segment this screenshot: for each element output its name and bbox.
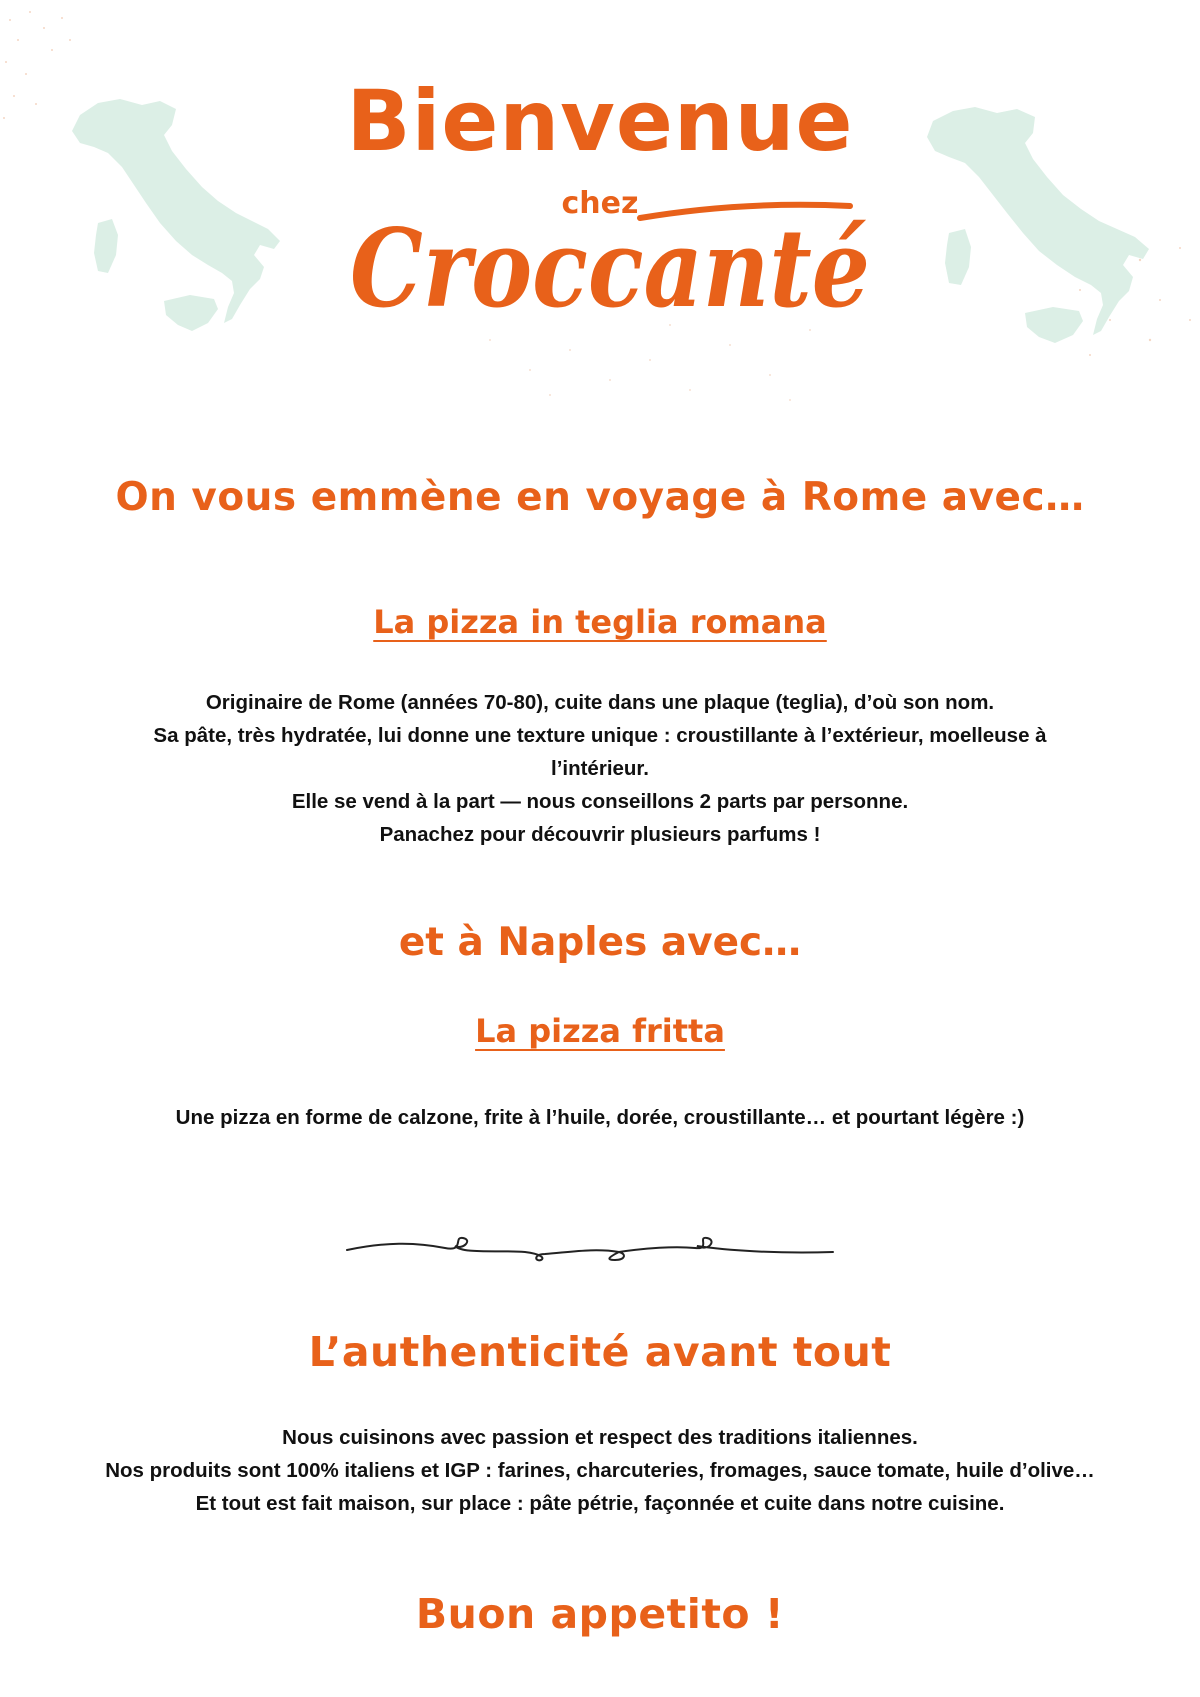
fritta-description [40,1101,1160,1134]
sicily-shape [1025,307,1083,343]
sicily-shape [164,295,218,331]
swirl-divider-icon [345,1228,835,1268]
authenticity-line: Nous cuisinons avec passion et respect des traditions italiennes. [282,1426,918,1449]
authenticity-line: Nos produits sont 100% italiens et IGP : farines, charcuteries, fromages, sauce tomate, huile d’olive… [105,1459,1095,1482]
brand-logo [340,178,880,358]
naples-heading: et à Naples avec… [398,920,802,965]
authenticity-heading: L’authenticité avant tout [308,1328,892,1376]
closing-heading: Buon appetito ! [415,1590,785,1638]
teglia-line: Elle se vend à la part — nous conseillons 2 parts par personne. [291,790,909,813]
rome-heading: On vous emmène en voyage à Rome avec… [115,475,1085,520]
teglia-line: l’intérieur. [551,757,649,780]
sardinia-shape [94,219,118,273]
brand-name: Croccanté [350,206,870,332]
teglia-subheading-text: La pizza in teglia romana [373,603,827,641]
swirl-divider-line [347,1238,833,1261]
authenticity-description [40,1421,1160,1520]
teglia-line: Originaire de Rome (années 70-80), cuite dans une plaque (teglia), d’où son nom. [205,691,995,714]
fritta-line: Une pizza en forme de calzone, frite à l’huile, dorée, croustillante… et pourtant légère :) [175,1106,1025,1129]
authenticity-line: Et tout est fait maison, sur place : pâte pétrie, façonnée et cuite dans notre cuisine. [195,1492,1005,1515]
teglia-line: Panachez pour découvrir plusieurs parfums ! [379,823,821,846]
teglia-line: Sa pâte, très hydratée, lui donne une texture unique : croustillante à l’extérieur, moelleuse à [153,724,1047,747]
teglia-subheading [0,603,1200,641]
fritta-subheading [0,1012,1200,1050]
teglia-description [40,686,1160,851]
chez-label: chez [561,186,639,221]
fritta-subheading-text: La pizza fritta [475,1012,725,1050]
welcome-title: Bienvenue [346,72,854,170]
sardinia-shape [945,229,971,285]
